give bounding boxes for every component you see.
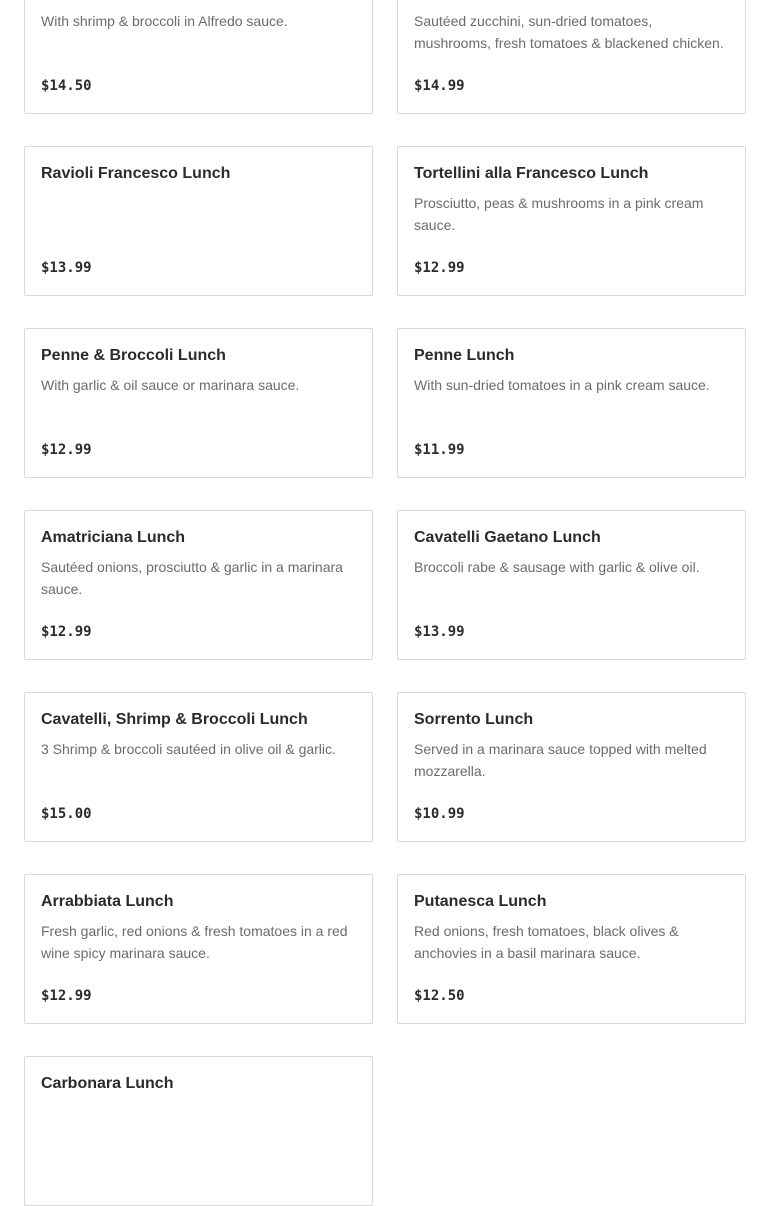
menu-item-name: Carbonara Lunch xyxy=(41,1075,174,1092)
menu-item-card[interactable] xyxy=(397,510,746,660)
menu-item-card[interactable] xyxy=(397,146,746,296)
menu-item-description: Fresh garlic, red onions & fresh tomatoes in a red wine spicy marinara sauce. xyxy=(41,923,348,961)
menu-item-name: Amatriciana Lunch xyxy=(41,529,186,546)
menu-item-price: $12.99 xyxy=(414,260,465,276)
menu-item-description: Sautéed zucchini, sun-dried tomatoes, mushrooms, fresh tomatoes & blackened chicken. xyxy=(414,13,724,51)
menu-item-description: With sun-dried tomatoes in a pink cream sauce. xyxy=(414,377,710,393)
menu-item-card[interactable] xyxy=(397,874,746,1024)
menu-item-price: $14.50 xyxy=(41,78,92,94)
menu-item-name xyxy=(414,0,729,2)
menu-item-description: With shrimp & broccoli in Alfredo sauce. xyxy=(41,13,288,29)
menu-item-card[interactable] xyxy=(24,0,373,114)
menu-item-price: $11.99 xyxy=(414,442,465,458)
menu-item-price: $10.99 xyxy=(414,806,465,822)
menu-item-name: Arrabbiata Lunch xyxy=(41,893,174,910)
menu-item-description: Sautéed onions, prosciutto & garlic in a marinara sauce. xyxy=(41,559,343,597)
menu-item-card[interactable] xyxy=(24,146,373,296)
menu-item-name xyxy=(41,0,356,2)
menu-item-description: With garlic & oil sauce or marinara sauce. xyxy=(41,377,300,393)
menu-item-name: Cavatelli Gaetano Lunch xyxy=(414,529,601,546)
menu-item-card[interactable] xyxy=(24,874,373,1024)
menu-item-card[interactable] xyxy=(24,510,373,660)
menu-item-name: Tortellini alla Francesco Lunch xyxy=(414,165,649,182)
menu-item-name: Putanesca Lunch xyxy=(414,893,547,910)
menu-item-price: $13.99 xyxy=(414,624,465,640)
menu-item-price: $12.50 xyxy=(414,988,465,1004)
menu-item-name: Ravioli Francesco Lunch xyxy=(41,165,231,182)
menu-item-name: Sorrento Lunch xyxy=(414,711,534,728)
menu-item-price: $15.00 xyxy=(41,806,92,822)
menu-item-name: Penne & Broccoli Lunch xyxy=(41,347,226,364)
menu-item-name: Cavatelli, Shrimp & Broccoli Lunch xyxy=(41,711,308,728)
menu-item-card[interactable] xyxy=(24,692,373,842)
menu-item-price: $14.99 xyxy=(414,78,465,94)
menu-item-card[interactable] xyxy=(24,328,373,478)
menu-item-price: $12.99 xyxy=(41,988,92,1004)
menu-item-price: $12.99 xyxy=(41,442,92,458)
menu-item-price: $13.99 xyxy=(41,260,92,276)
menu-item-description: 3 Shrimp & broccoli sautéed in olive oil & garlic. xyxy=(41,741,336,757)
menu-item-card[interactable] xyxy=(397,692,746,842)
menu-item-card[interactable] xyxy=(397,0,746,114)
menu-item-description: Served in a marinara sauce topped with melted mozzarella. xyxy=(414,741,707,779)
menu-item-price: $12.99 xyxy=(41,624,92,640)
menu-item-description: Red onions, fresh tomatoes, black olives & anchovies in a basil marinara sauce. xyxy=(414,923,679,961)
menu-item-card[interactable] xyxy=(24,1056,373,1206)
menu-item-description: Broccoli rabe & sausage with garlic & olive oil. xyxy=(414,559,700,575)
menu-item-name: Penne Lunch xyxy=(414,347,515,364)
menu-item-card[interactable] xyxy=(397,328,746,478)
menu-item-description: Prosciutto, peas & mushrooms in a pink cream sauce. xyxy=(414,195,704,233)
